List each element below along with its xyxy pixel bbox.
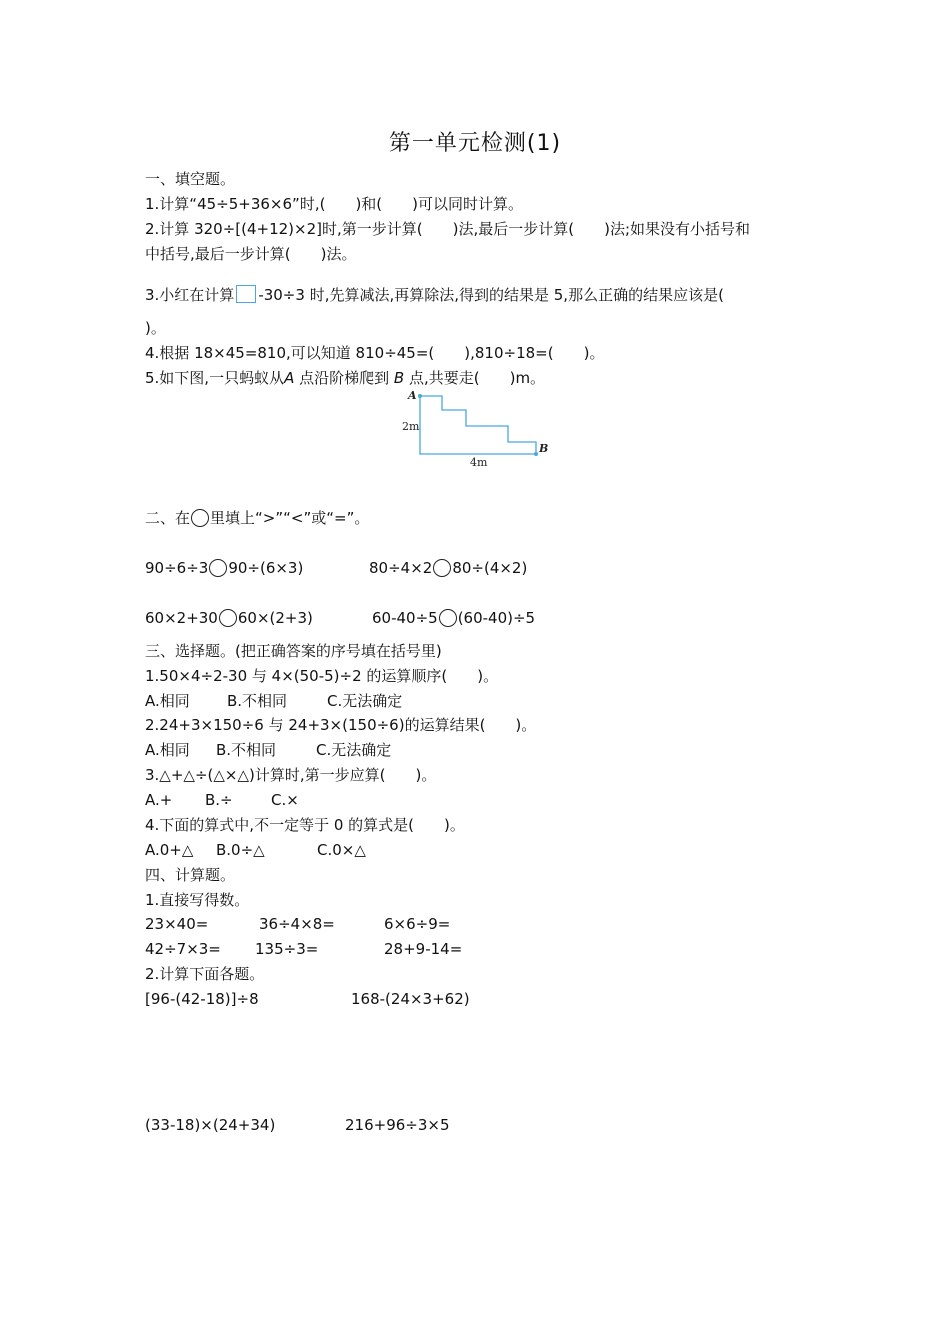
oral-calc-item: 135÷3= [255, 940, 319, 958]
section3-q2-option-a: A.相同 [145, 741, 190, 759]
staircase-outline [420, 396, 536, 454]
section1-heading: 一、填空题。 [145, 170, 236, 188]
compare-item-2 [369, 558, 527, 578]
q5-point-b: B [393, 369, 405, 387]
calc-problem: (33-18)×(24+34) [145, 1116, 276, 1134]
q3-text-before: 3.小红在计算 [145, 286, 235, 304]
compare-item-4 [372, 608, 535, 628]
point-b-dot [534, 452, 538, 456]
section3-q1-option-b: B.不相同 [227, 692, 288, 710]
section1-question-5 [145, 368, 545, 388]
compare-circle[interactable] [209, 559, 227, 577]
section3-heading: 三、选择题。(把正确答案的序号填在括号里) [145, 642, 442, 660]
section3-question-2: 2.24+3×150÷6 与 24+3×(150÷6)的运算结果( )。 [145, 716, 537, 734]
oral-calc-item: 28+9-14= [384, 940, 463, 958]
q5-point-a: A [284, 369, 295, 387]
section3-q4-option-a: A.0+△ [145, 841, 194, 859]
section1-question-1: 1.计算“45÷5+36×6”时,( )和( )可以同时计算。 [145, 195, 523, 213]
compare-right: 60×(2+3) [237, 609, 313, 627]
compare-circle[interactable] [439, 609, 457, 627]
section2-heading-pre: 二、在 [145, 509, 191, 527]
blank-box [236, 285, 256, 303]
q5-text-before: 5.如下图,一只蚂蚁从 [145, 369, 285, 387]
compare-item-1 [145, 558, 303, 578]
compare-left: 80÷4×2 [369, 559, 433, 577]
oral-calc-item: 6×6÷9= [384, 915, 451, 933]
compare-left: 60-40÷5 [372, 609, 438, 627]
oral-calc-item: 23×40= [145, 915, 209, 933]
compare-left: 90÷6÷3 [145, 559, 209, 577]
section3-q4-option-b: B.0÷△ [216, 841, 265, 859]
section3-q4-option-c: C.0×△ [317, 841, 366, 859]
q5-text-middle: 点沿阶梯爬到 [294, 369, 394, 387]
oral-calc-item: 42÷7×3= [145, 940, 221, 958]
page-title: 第一单元检测(1) [388, 131, 562, 156]
section1-question-3-line2: )。 [145, 319, 166, 337]
section1-question-3-line1 [145, 285, 724, 305]
height-label: 2m [402, 420, 420, 433]
q5-text-after: 点,共要走( )m。 [404, 369, 546, 387]
section3-question-4: 4.下面的算式中,不一定等于 0 的算式是( )。 [145, 816, 465, 834]
compare-left: 60×2+30 [145, 609, 218, 627]
width-label: 4m [470, 456, 488, 469]
section4-heading: 四、计算题。 [145, 866, 236, 884]
compare-circle[interactable] [219, 609, 237, 627]
section3-q3-option-c: C.× [271, 791, 299, 809]
section3-q3-option-b: B.÷ [205, 791, 233, 809]
compare-circle[interactable] [433, 559, 451, 577]
q3-text-after: -30÷3 时,先算减法,再算除法,得到的结果是 5,那么正确的结果应该是( [258, 286, 724, 304]
section1-question-4: 4.根据 18×45=810,可以知道 810÷45=( ),810÷18=( )。 [145, 344, 605, 362]
compare-right: 90÷(6×3) [228, 559, 304, 577]
section3-q1-option-a: A.相同 [145, 692, 190, 710]
section3-q3-option-a: A.+ [145, 791, 173, 809]
calc-problem: 168-(24×3+62) [351, 990, 470, 1008]
section1-question-2-line1: 2.计算 320÷[(4+12)×2]时,第一步计算( )法,最后一步计算( )法;如果没有小括号和 [145, 220, 750, 238]
section3-q1-option-c: C.无法确定 [327, 692, 403, 710]
section1-question-2-line2: 中括号,最后一步计算( )法。 [145, 245, 357, 263]
compare-right: 80÷(4×2) [452, 559, 528, 577]
point-a-dot [418, 394, 422, 398]
section4-sub-2: 2.计算下面各题。 [145, 965, 265, 983]
section4-sub-1: 1.直接写得数。 [145, 891, 250, 909]
label-b: B [539, 442, 549, 455]
section3-q2-option-b: B.不相同 [216, 741, 277, 759]
section2-heading-post: 里填上“>”“<”或“=”。 [210, 509, 370, 527]
oral-calc-item: 36÷4×8= [259, 915, 335, 933]
compare-item-3 [145, 608, 313, 628]
circle-icon [191, 509, 209, 527]
section3-question-1: 1.50×4÷2-30 与 4×(50-5)÷2 的运算顺序( )。 [145, 667, 499, 685]
compare-right: (60-40)÷5 [457, 609, 536, 627]
calc-problem: [96-(42-18)]÷8 [145, 990, 259, 1008]
staircase-figure [398, 386, 558, 470]
section3-question-3: 3.△+△÷(△×△)计算时,第一步应算( )。 [145, 766, 437, 784]
section2-heading [145, 508, 369, 528]
section3-q2-option-c: C.无法确定 [316, 741, 392, 759]
calc-problem: 216+96÷3×5 [345, 1116, 450, 1134]
label-a: A [408, 389, 417, 402]
